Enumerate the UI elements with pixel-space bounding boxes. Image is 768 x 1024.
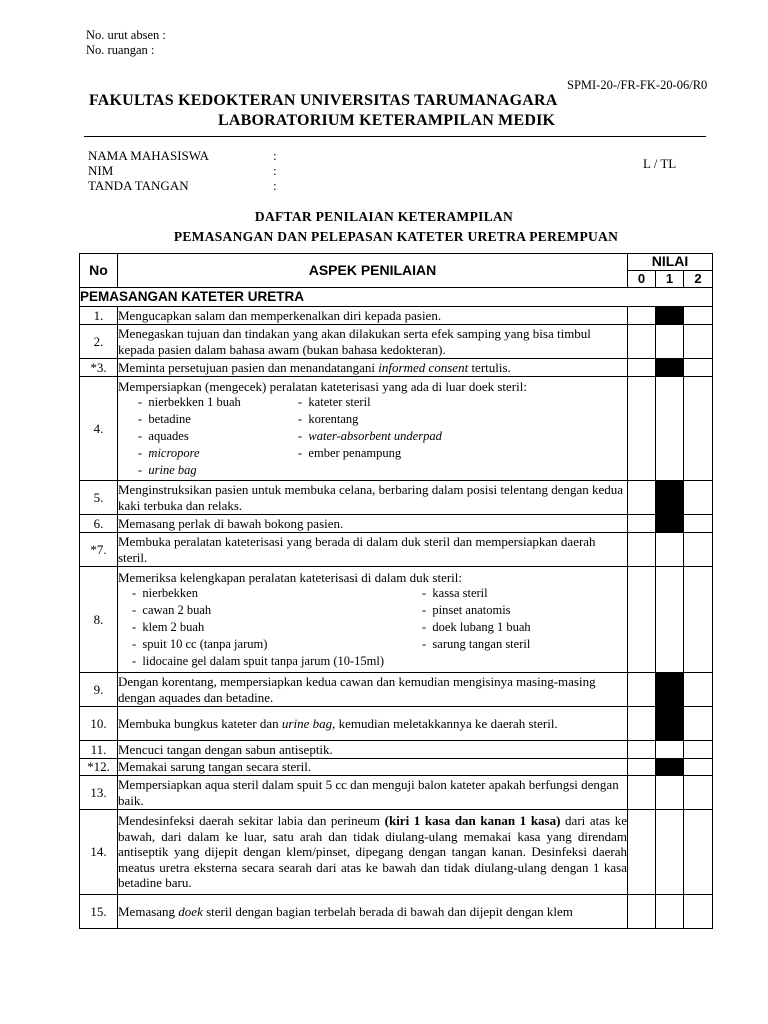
table-row (80, 895, 713, 929)
score-cell-2[interactable] (684, 759, 713, 776)
score-cell-1[interactable] (656, 810, 684, 895)
score-cell-2[interactable] (684, 359, 713, 377)
score-cell-0[interactable] (628, 741, 656, 759)
student-sign-colon: : (273, 178, 277, 193)
row-number: *3. (80, 359, 118, 377)
score-cell-2[interactable] (684, 776, 713, 810)
score-cell-1[interactable] (656, 741, 684, 759)
score-cell-0[interactable] (628, 673, 656, 707)
row-aspect: Meminta persetujuan pasien dan menandatangani informed consent tertulis. (118, 359, 628, 377)
score-cell-disabled (656, 673, 684, 707)
score-cell-1[interactable] (656, 567, 684, 673)
score-cell-disabled (656, 759, 684, 776)
table-row (80, 533, 713, 567)
column-header-no: No (80, 254, 118, 288)
table-row (80, 325, 713, 359)
row-aspect: Mengucapkan salam dan memperkenalkan diri kepada pasien. (118, 307, 628, 325)
document-code: SPMI-20-/FR-FK-20-06/R0 (567, 78, 708, 92)
table-row (80, 515, 713, 533)
score-cell-0[interactable] (628, 776, 656, 810)
score-cell-0[interactable] (628, 707, 656, 741)
faculty-title: FAKULTAS KEDOKTERAN UNIVERSITAS TARUMANAGARA (89, 92, 558, 109)
row-number: 8. (80, 567, 118, 673)
score-cell-0[interactable] (628, 325, 656, 359)
score-cell-2[interactable] (684, 377, 713, 481)
row-number: *7. (80, 533, 118, 567)
sterile-equipment-list: - nierbekken - kassa steril - cawan 2 buah - pinset anatomis - klem 2 buah - doek lubang 1 buah - spuit 10 cc (tanpa jarum) - sarung tangan steril - lidocaine gel dalam spuit tanpa jarum (10-15ml) (118, 586, 627, 669)
row-aspect: Mendesinfeksi daerah sekitar labia dan perineum (kiri 1 kasa dan kanan 1 kasa) dari atas ke bawah, dari dalam ke luar, satu arah dan tidak diulang-ulang memakai kasa yang direndam antiseptik yang dijepit dengan klem/pinset, dipegang dengan tangan kanan. Desinfeksi daerah meatus uretra eksterna secara searah dari atas ke bawah dan tidak diulang-ulang dengan 1 kasa betadine baru. (118, 810, 628, 895)
score-cell-disabled (656, 515, 684, 533)
score-cell-0[interactable] (628, 759, 656, 776)
score-cell-2[interactable] (684, 810, 713, 895)
table-row (80, 707, 713, 741)
score-cell-2[interactable] (684, 533, 713, 567)
table-row (80, 810, 713, 895)
column-header-aspect: ASPEK PENILAIAN (118, 254, 628, 288)
row-number: 4. (80, 377, 118, 481)
header-divider (84, 136, 706, 137)
row-number: 5. (80, 481, 118, 515)
pass-fail-label: L / TL (643, 156, 677, 171)
score-cell-0[interactable] (628, 307, 656, 325)
form-title: DAFTAR PENILAIAN KETERAMPILAN (254, 209, 514, 224)
table-row (80, 359, 713, 377)
table-row (80, 567, 713, 673)
assessment-table (79, 253, 713, 929)
student-nim-colon: : (273, 163, 277, 178)
row-aspect: Memeriksa kelengkapan peralatan kateterisasi di dalam duk steril: - nierbekken - kassa steril - cawan 2 buah - pinset anatomis - klem 2 buah - doek lubang 1 buah - spuit 10 cc (tanpa jarum) - sarung tangan steril - lidocaine gel dalam spuit tanpa jarum (10-15ml) (118, 567, 628, 673)
score-cell-1[interactable] (656, 377, 684, 481)
row-aspect: Dengan korentang, mempersiapkan kedua cawan dan kemudian mengisinya masing-masing dengan aquades dan betadine. (118, 673, 628, 707)
row-aspect: Memakai sarung tangan secara steril. (118, 759, 628, 776)
equipment-list: - nierbekken 1 buah - kateter steril - betadine - korentang - aquades - water-absorbent underpad - micropore - ember penampung - urine bag (118, 395, 627, 478)
row-aspect: Mempersiapkan aqua steril dalam spuit 5 cc dan menguji balon kateter apakah berfungsi dengan baik. (118, 776, 628, 810)
lab-title: LABORATORIUM KETERAMPILAN MEDIK (218, 112, 556, 129)
row-aspect: Memasang perlak di bawah bokong pasien. (118, 515, 628, 533)
student-nim-label: NIM (88, 163, 114, 178)
score-cell-2[interactable] (684, 325, 713, 359)
section-heading: PEMASANGAN KATETER URETRA (80, 288, 713, 307)
row-aspect: Mempersiapkan (mengecek) peralatan kateterisasi yang ada di luar doek steril: - nierbekken 1 buah - kateter steril - betadine - korentang - aquades - water-absorbent underpad - micropore - ember penampung - urine bag (118, 377, 628, 481)
score-cell-0[interactable] (628, 567, 656, 673)
student-name-label: NAMA MAHASISWA (88, 148, 209, 163)
score-cell-1[interactable] (656, 325, 684, 359)
score-cell-disabled (656, 307, 684, 325)
row-number: 13. (80, 776, 118, 810)
row-number: 10. (80, 707, 118, 741)
row-number: 1. (80, 307, 118, 325)
row-aspect: Menginstruksikan pasien untuk membuka celana, berbaring dalam posisi telentang dengan kedua kaki terbuka dan relaks. (118, 481, 628, 515)
row-number: 14. (80, 810, 118, 895)
table-row (80, 741, 713, 759)
table-row (80, 673, 713, 707)
score-cell-0[interactable] (628, 377, 656, 481)
row-number: 2. (80, 325, 118, 359)
score-cell-1[interactable] (656, 776, 684, 810)
table-row (80, 481, 713, 515)
score-header-2: 2 (684, 271, 713, 288)
table-row (80, 307, 713, 325)
score-cell-0[interactable] (628, 515, 656, 533)
score-cell-2[interactable] (684, 673, 713, 707)
score-cell-2[interactable] (684, 741, 713, 759)
score-cell-2[interactable] (684, 515, 713, 533)
row-aspect: Membuka peralatan kateterisasi yang berada di dalam duk steril dan mempersiapkan daerah steril. (118, 533, 628, 567)
ruangan-label: No. ruangan : (86, 43, 155, 57)
row-number: 6. (80, 515, 118, 533)
row-aspect: Mencuci tangan dengan sabun antiseptik. (118, 741, 628, 759)
score-cell-2[interactable] (684, 567, 713, 673)
table-row (80, 759, 713, 776)
score-cell-0[interactable] (628, 359, 656, 377)
score-cell-2[interactable] (684, 481, 713, 515)
row-number: 11. (80, 741, 118, 759)
row-number: *12. (80, 759, 118, 776)
score-cell-1[interactable] (656, 533, 684, 567)
score-cell-disabled (656, 707, 684, 741)
score-cell-1[interactable] (656, 895, 684, 929)
row-aspect: Menegaskan tujuan dan tindakan yang akan dilakukan serta efek samping yang bisa timbul kepada pasien dalam bahasa awam (bukan bahasa kedokteran). (118, 325, 628, 359)
score-cell-disabled (656, 481, 684, 515)
score-cell-2[interactable] (684, 307, 713, 325)
row-aspect: Membuka bungkus kateter dan urine bag, kemudian meletakkannya ke daerah steril. (118, 707, 628, 741)
absen-label: No. urut absen : (86, 28, 166, 42)
student-name-colon: : (273, 148, 277, 163)
table-row (80, 776, 713, 810)
score-cell-0[interactable] (628, 810, 656, 895)
score-cell-2[interactable] (684, 895, 713, 929)
student-sign-label: TANDA TANGAN (88, 178, 189, 193)
score-cell-2[interactable] (684, 707, 713, 741)
score-header-0: 0 (628, 271, 656, 288)
score-cell-disabled (656, 359, 684, 377)
row-number: 15. (80, 895, 118, 929)
row-number: 9. (80, 673, 118, 707)
score-cell-0[interactable] (628, 481, 656, 515)
score-cell-0[interactable] (628, 533, 656, 567)
score-cell-0[interactable] (628, 895, 656, 929)
table-row (80, 377, 713, 481)
row-aspect: Memasang doek steril dengan bagian terbelah berada di bawah dan dijepit dengan klem (118, 895, 628, 929)
score-header-1: 1 (656, 271, 684, 288)
column-header-score: NILAI (628, 254, 713, 271)
form-subtitle: PEMASANGAN DAN PELEPASAN KATETER URETRA PEREMPUAN (173, 229, 619, 244)
